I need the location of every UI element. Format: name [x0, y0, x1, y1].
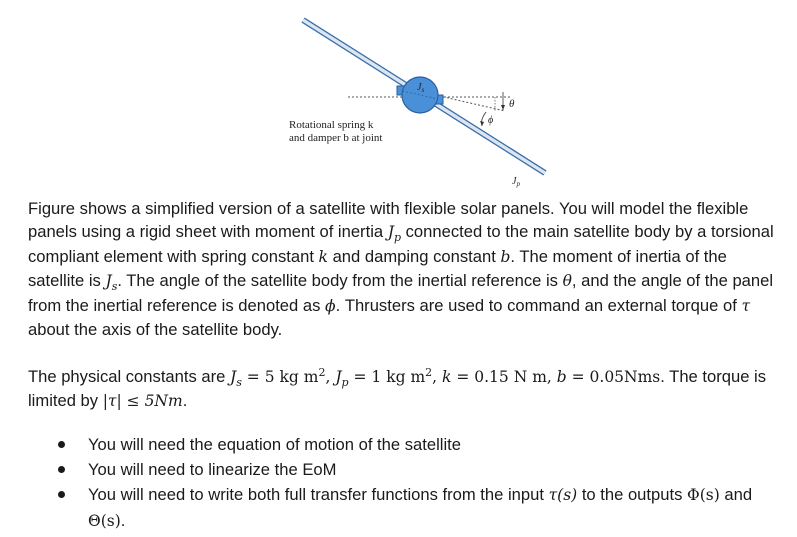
label-jp: $J_p$: [512, 176, 520, 188]
problem-description: Figure shows a simplified version of a satellite with flexible solar panels. You will model the flexible panels using a rigid sheet with moment of inertia $J_p$ connected to the main satellite body by a torsional compliant element with spring constant k and damping constant b. The moment of inertia of the satellite is $J_s$. The angle of the satellite body from the inertial reference is θ, and the angle of the panel from the inertial reference is denoted as ϕ. Thrusters are used to command an external torque of τ about the axis of the satellite body.: [28, 199, 774, 340]
math-js-const: $J_s$: [230, 368, 242, 390]
math-jp: $J_p$: [387, 223, 401, 245]
math-b-const: b: [556, 368, 567, 386]
task-list: [0, 432, 797, 534]
list-item: You will need the equation of motion of the satellite: [0, 432, 788, 457]
bullet-dot-icon: [58, 466, 65, 473]
label-phi: ϕ: [488, 115, 494, 126]
math-phi: ϕ: [325, 296, 336, 315]
label-js: $J_s$: [417, 82, 425, 94]
satellite-figure: [0, 0, 797, 195]
bullet-dot-icon: [58, 491, 65, 498]
math-theta: θ: [562, 272, 572, 291]
math-k-const: k: [442, 368, 452, 386]
math-b: b: [500, 247, 511, 266]
list-item: You will need to write both full transfer functions from the input τ(s) to the outputs Φ(s) and Θ(s).: [0, 482, 788, 534]
math-torque-limit: |τ| ≤ 5Nm: [102, 392, 183, 411]
math-jp-const: $J_p$: [335, 368, 349, 390]
physical-constants: The physical constants are $J_s = 5$ kg $m^2$, $J_p = 1$ kg $m^2$, k = 0.15 N m, b = 0.05Nms. The torque is limited by |τ| ≤ 5Nm.: [28, 365, 767, 411]
label-theta: θ: [509, 98, 515, 110]
math-tau: τ: [741, 296, 751, 315]
bullet-dot-icon: [58, 441, 65, 448]
list-item: You will need to linearize the EoM: [0, 457, 788, 482]
label-spring-damper-line2: and damper b at joint: [289, 132, 383, 144]
math-k: k: [318, 247, 328, 266]
label-spring-damper-line1: Rotational spring k: [289, 119, 374, 131]
math-js: $J_s$: [105, 272, 118, 294]
